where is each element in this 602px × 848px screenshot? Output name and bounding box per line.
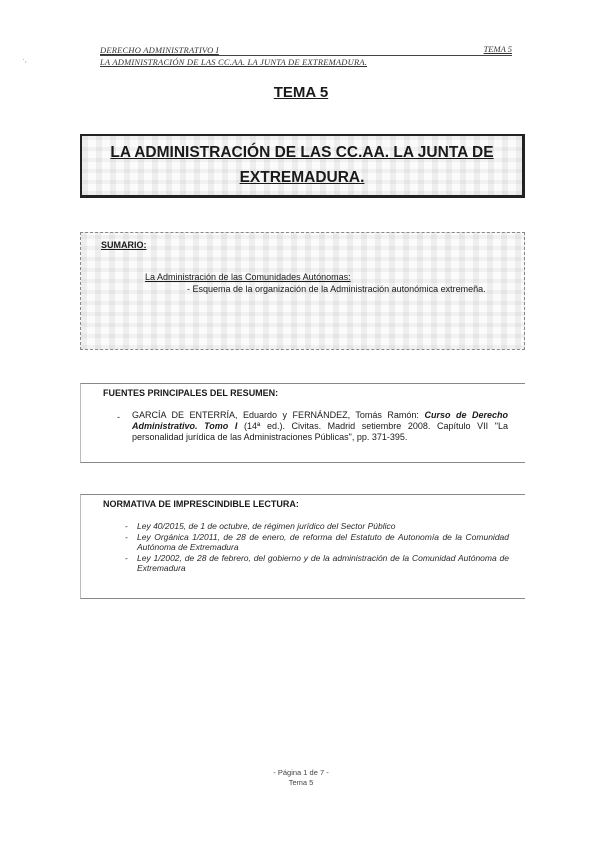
list-bullet: - — [117, 412, 120, 422]
tema-heading: TEMA 5 — [273, 84, 329, 101]
header-subject: DERECHO ADMINISTRATIVO I — [100, 45, 219, 55]
header-divider — [100, 55, 512, 56]
page-footer — [0, 768, 602, 788]
page-number: - Página 1 de 7 - — [273, 768, 329, 777]
list-item: - Ley 1/2002, de 28 de febrero, del gobierno y de la administración de la Comunidad Autónoma de Extremadura — [125, 553, 509, 573]
fuentes-label: FUENTES PRINCIPALES DEL RESUMEN: — [103, 388, 279, 398]
header-tema: TEMA 5 — [483, 44, 512, 54]
normativa-label: NORMATIVA DE IMPRESCINDIBLE LECTURA: — [103, 499, 299, 509]
header-chapter: LA ADMINISTRACIÓN DE LAS CC.AA. LA JUNTA DE EXTREMADURA. — [100, 57, 368, 67]
sumario-subitem: - Esquema de la organización de la Administración autonómica extremeña. — [187, 284, 486, 294]
fuentes-box — [80, 383, 525, 463]
list-item: - Ley 40/2015, de 1 de octubre, de régimen jurídico del Sector Público — [125, 521, 509, 531]
list-item: - Ley Orgánica 1/2011, de 28 de enero, de reforma del Estatuto de Autonomía de la Comunidad Autónoma de Extremadura — [125, 532, 509, 552]
sumario-item: La Administración de las Comunidades Autónomas: — [145, 272, 351, 282]
scan-mark: ·, — [22, 55, 27, 64]
normativa-list — [125, 521, 509, 574]
main-title-line1: LA ADMINISTRACIÓN DE LAS CC.AA. LA JUNTA DE — [110, 144, 494, 161]
reference-details: (14ª ed.). Civitas. Madrid setiembre 2008. Capítulo VII "La personalidad jurídica de las Administraciones Públicas", pp. 371-395. — [132, 421, 508, 442]
normativa-box — [80, 494, 525, 599]
running-header — [100, 44, 367, 68]
reference-book: Curso de Derecho Administrativo. Tomo I — [132, 410, 508, 431]
main-title — [82, 136, 522, 190]
reference-authors: GARCÍA DE ENTERRÍA, Eduardo y FERNÁNDEZ, Tomás Ramón: — [132, 410, 419, 420]
main-title-box — [80, 134, 525, 198]
sumario-box — [80, 232, 525, 350]
sumario-label: SUMARIO: — [101, 240, 147, 250]
fuentes-reference — [132, 410, 508, 443]
main-title-line2: EXTREMADURA. — [239, 169, 365, 186]
footer-tema: Tema 5 — [288, 778, 314, 787]
